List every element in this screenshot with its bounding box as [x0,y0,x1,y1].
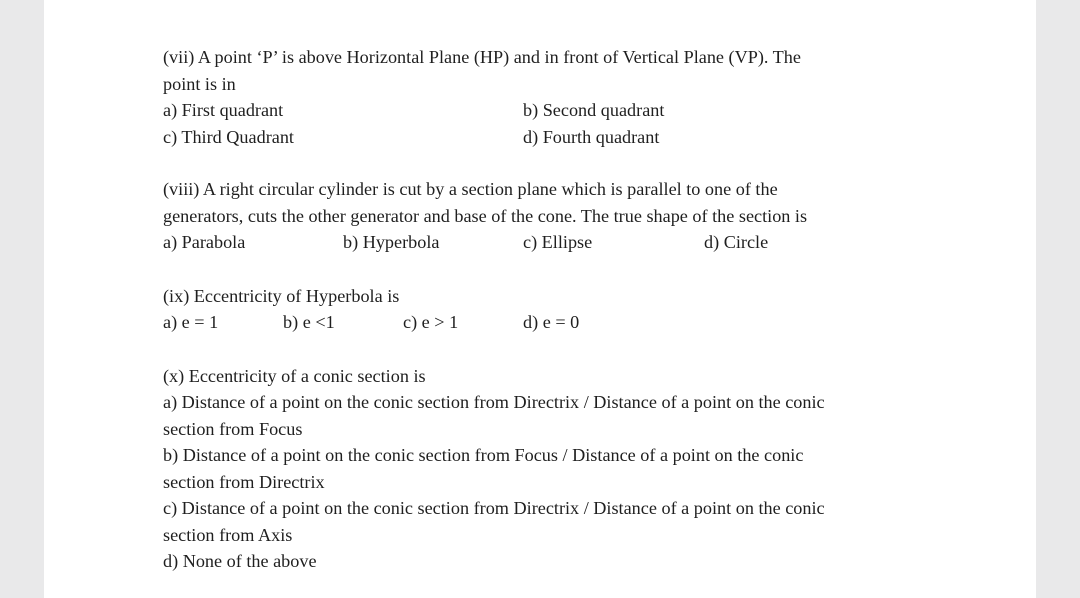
option-c: c) Ellipse [523,232,593,252]
option-d: d) Circle [704,232,769,252]
question-vii-stem-line2: point is in [163,73,236,94]
question-vii-options-row1 [163,97,923,124]
option-b-line2: section from Directrix [163,471,325,492]
option-d: d) Fourth quadrant [523,126,660,147]
option-a-line1: a) Distance of a point on the conic section from Directrix / Distance of a point on the conic [163,392,825,412]
document-page [44,0,1036,598]
question-viii-stem-line1: (viii) A right circular cylinder is cut by a section plane which is parallel to one of the [163,179,778,199]
question-viii-stem-line2: generators, cuts the other generator and base of the cone. The true shape of the section is [163,205,808,226]
option-b: b) e <1 [283,312,335,332]
option-a: a) e = 1 [163,312,219,332]
option-c-line2: section from Axis [163,524,293,545]
option-d: d) None of the above [163,551,317,571]
question-ix [163,283,923,336]
question-list [163,44,923,575]
option-a-line2: section from Focus [163,418,303,439]
question-vii-options-row2 [163,124,923,151]
option-a: a) First quadrant [163,100,284,120]
question-x-stem: (x) Eccentricity of a conic section is [163,365,426,386]
option-c-line1: c) Distance of a point on the conic section from Directrix / Distance of a point on the conic [163,498,825,518]
option-d: d) e = 0 [523,312,580,332]
option-a: a) Parabola [163,232,246,252]
question-viii [163,176,923,256]
question-vii-stem-line1: (vii) A point ‘P’ is above Horizontal Plane (HP) and in front of Vertical Plane (VP). The [163,47,801,67]
question-x [163,363,923,575]
question-viii-options-row [163,229,923,256]
question-ix-stem: (ix) Eccentricity of Hyperbola is [163,285,400,306]
option-b-line1: b) Distance of a point on the conic section from Focus / Distance of a point on the conic [163,445,804,465]
question-ix-options-row [163,309,923,336]
option-c: c) e > 1 [403,312,459,332]
option-c: c) Third Quadrant [163,126,294,147]
question-vii [163,44,923,150]
option-b: b) Hyperbola [343,232,440,252]
option-b: b) Second quadrant [523,100,665,120]
